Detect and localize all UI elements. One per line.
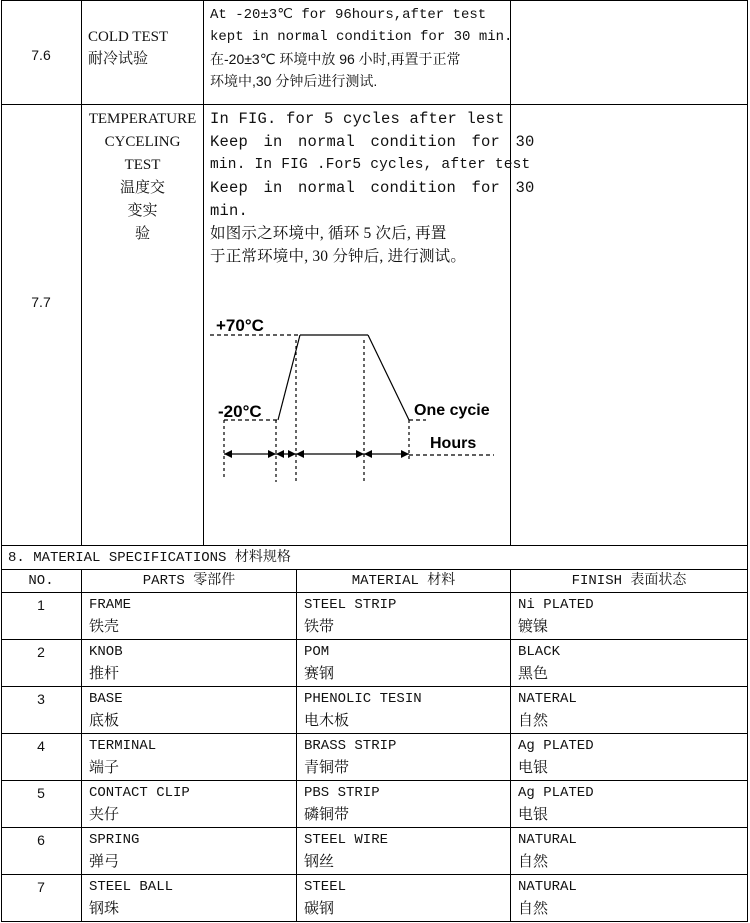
- finish-en: NATERAL: [518, 691, 577, 707]
- material-en: STEEL STRIP: [304, 597, 397, 613]
- test-name-line: 变实: [127, 203, 158, 219]
- row-number: 6: [37, 832, 45, 848]
- column-header: PARTS 零部件: [142, 573, 236, 589]
- row-divider: [1, 686, 748, 687]
- part-name-cn: 钢珠: [89, 901, 120, 917]
- test-desc-line: 环境中,30 分钟后进行测试.: [210, 73, 378, 89]
- finish-cn: 电银: [518, 760, 549, 776]
- finish-en: Ni PLATED: [518, 597, 594, 613]
- material-en: POM: [304, 644, 330, 660]
- material-en: PBS STRIP: [304, 785, 380, 801]
- test-name-line: 温度交: [119, 180, 165, 196]
- test-desc-line: Keep in normal condition for 30: [210, 133, 535, 151]
- row-divider: [1, 639, 748, 640]
- material-en: STEEL: [304, 879, 347, 895]
- material-en: PHENOLIC TESIN: [304, 691, 422, 707]
- row-divider: [1, 733, 748, 734]
- material-cn: 青铜带: [304, 760, 350, 776]
- column-header: MATERIAL 材料: [351, 573, 456, 589]
- finish-cn: 电银: [518, 807, 549, 823]
- finish-cn: 自然: [518, 713, 549, 729]
- row-divider: [1, 545, 748, 546]
- part-name-cn: 推杆: [89, 666, 120, 682]
- finish-en: NATURAL: [518, 832, 577, 848]
- part-name-cn: 铁壳: [89, 619, 120, 635]
- material-cn: 铁带: [304, 619, 335, 635]
- finish-cn: 镀镍: [518, 619, 549, 635]
- material-cn: 钢丝: [304, 854, 335, 870]
- column-divider: [81, 0, 82, 545]
- test-desc-line: min.: [210, 202, 249, 220]
- test-name-cn: 耐冷试验: [88, 51, 149, 67]
- row-divider: [1, 780, 748, 781]
- test-number: 7.6: [31, 47, 51, 63]
- temperature-cycle-diagram: [204, 300, 504, 520]
- test-desc-line: 在-20±3℃ 环境中放 96 小时,再置于正常: [210, 51, 461, 67]
- material-cn: 碳钢: [304, 901, 335, 917]
- material-cn: 电木板: [304, 713, 350, 729]
- test-desc-line: 于正常环境中, 30 分钟后, 进行测试。: [210, 248, 467, 265]
- finish-cn: 自然: [518, 901, 549, 917]
- part-name-en: KNOB: [89, 644, 123, 660]
- row-number: 4: [37, 738, 45, 754]
- part-name-en: BASE: [89, 691, 123, 707]
- test-name-line: 验: [134, 226, 150, 242]
- finish-en: BLACK: [518, 644, 561, 660]
- finish-cn: 自然: [518, 854, 549, 870]
- test-desc-line: kept in normal condition for 30 min.: [210, 29, 513, 45]
- column-divider: [296, 569, 297, 922]
- test-desc-line: Keep in normal condition for 30: [210, 179, 535, 197]
- part-name-en: STEEL BALL: [89, 879, 174, 895]
- table-border: [1, 921, 748, 922]
- part-name-en: CONTACT CLIP: [89, 785, 190, 801]
- column-divider: [510, 0, 511, 545]
- part-name-en: FRAME: [89, 597, 132, 613]
- row-number: 2: [37, 644, 45, 660]
- finish-cn: 黑色: [518, 666, 549, 682]
- row-divider: [1, 874, 748, 875]
- row-divider: [1, 104, 748, 105]
- part-name-cn: 端子: [89, 760, 120, 776]
- part-name-en: SPRING: [89, 832, 140, 848]
- row-number: 5: [37, 785, 45, 801]
- part-name-en: TERMINAL: [89, 738, 157, 754]
- hours-label: Hours: [430, 435, 477, 452]
- row-divider: [1, 592, 748, 593]
- material-cn: 磷铜带: [304, 807, 350, 823]
- high-temp-label: +70°C: [216, 316, 264, 335]
- finish-en: Ag PLATED: [518, 738, 594, 754]
- test-name-en: COLD TEST: [88, 29, 169, 45]
- test-number: 7.7: [31, 294, 51, 310]
- section-title: 8. MATERIAL SPECIFICATIONS 材料规格: [8, 550, 291, 566]
- part-name-cn: 弹弓: [89, 854, 120, 870]
- test-desc-line: min. In FIG .For5 cycles, after test: [210, 157, 531, 173]
- column-divider: [81, 569, 82, 922]
- test-name-line: CYCELING: [104, 134, 181, 150]
- test-desc-line: In FIG. for 5 cycles after lest: [210, 110, 505, 128]
- table-border: [1, 0, 748, 1]
- material-cn: 赛钢: [304, 666, 335, 682]
- row-divider: [1, 827, 748, 828]
- column-header: NO.: [28, 573, 54, 589]
- finish-en: Ag PLATED: [518, 785, 594, 801]
- finish-en: NATURAL: [518, 879, 577, 895]
- material-en: STEEL WIRE: [304, 832, 389, 848]
- column-header: FINISH 表面状态: [571, 573, 687, 589]
- column-divider: [510, 569, 511, 922]
- part-name-cn: 夹仔: [89, 807, 120, 823]
- column-divider: [747, 0, 748, 922]
- row-number: 1: [37, 597, 45, 613]
- cycle-label: One cycie: [414, 402, 490, 419]
- low-temp-label: -20°C: [218, 402, 262, 421]
- test-name-line: TEST: [124, 157, 161, 173]
- part-name-cn: 底板: [89, 713, 120, 729]
- row-number: 3: [37, 691, 45, 707]
- test-desc-line: At -20±3℃ for 96hours,after test: [210, 7, 487, 23]
- row-number: 7: [37, 879, 45, 895]
- material-en: BRASS STRIP: [304, 738, 397, 754]
- test-name-line: TEMPERATURE: [88, 111, 197, 127]
- test-desc-line: 如图示之环境中, 循环 5 次后, 再置: [210, 225, 447, 242]
